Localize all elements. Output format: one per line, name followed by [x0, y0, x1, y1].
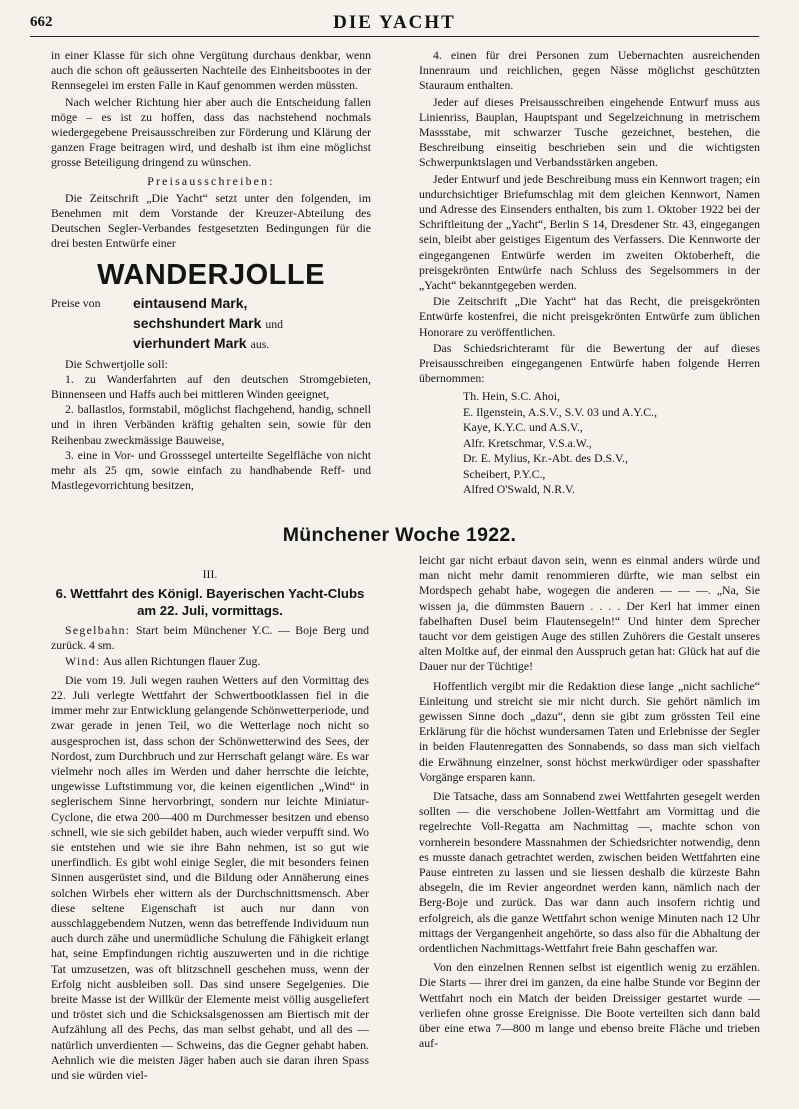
wind-label: Wind: [65, 653, 101, 668]
judge-item: Alfred O'Swald, N.R.V. [463, 481, 576, 496]
paragraph: Die Zeitschrift „Die Yacht“ setzt unter den folgenden, im Benehmen mit dem Vorstande der Kreuzer-Abteilung des Deutschen Segler-Verbandes festgesetzten Bedingungen für die drei besten Entwürfe einer [51, 190, 371, 251]
paragraph: Die Tatsache, dass am Sonnabend zwei Wettfahrten gesegelt werden sollten — die verschobene Jollen-Wettfahrt am Vormittag und die regelrechte Voll-Regatta am Nachmittag —, machte schon von vornherein besondere Massnahmen der Schiedsrichter notwendig, denn es musste danach getrachtet werden, zwischen beiden Wettfahrten eine Pause eintreten zu lassen und sie liessen deshalb die kürzeste Bahn absegeln, die im Revier angeordnet werden kann, nämlich nach der Berg-Boje und zurück. Das war dann auch insofern richtig und erfolgreich, als die ganze Wettfahrt schon wenige Minuten nach 12 Uhr mittags der Vergangenheit angehörte, so dass also für die Abhaltung der ordentlichen Nachmittags-Wettfahrt freie Bahn geschaffen war. [419, 789, 760, 956]
requirement-item: 4. einen für drei Personen zum Uebernachten ausreichenden Innenraum und reichlichen, gegen Nässe möglichst geschützten Stauraum enthalten. [419, 48, 760, 93]
judge-item: E. Ilgenstein, A.S.V., S.V. 03 und A.Y.C., [463, 404, 658, 419]
prize-list [133, 294, 371, 354]
race-title-line: 6. Wettfahrt des Königl. Bayerischen Yacht-Clubs [55, 586, 365, 602]
judge-item: Alfr. Kretschmar, V.S.a.W., [463, 435, 592, 450]
race-title [51, 586, 369, 619]
requirements-intro: Die Schwertjolle soll: [65, 356, 168, 371]
course-label: Segelbahn: [65, 623, 131, 638]
paragraph: Von den einzelnen Rennen selbst ist eigentlich wenig zu erzählen. Die Starts — ihrer drei im ganzen, da eine halbe Stunde vor Beginn der Wettfahrt noch ein Match der beiden Dreissiger gestartet wurde — verliefen ohne grosse Ereignisse. Die Boote verteilten sich dann bald über eine etwa 7—800 m lange und ebenso breite Fläche und trieben auf- [419, 960, 760, 1051]
page-number: 662 [30, 14, 53, 30]
right-column [419, 48, 760, 497]
section-title: Münchener Woche 1922. [282, 524, 517, 546]
prize-item [133, 294, 371, 314]
paragraph: Hoffentlich vergibt mir die Redaktion diese lange „nicht sachliche“ Einleitung und streicht sie mir nicht durch. Sie gehört nämlich im gewissen Sinne doch „dazu“, denn sie gibt zum grössten Teil eine Erklärung für die höchst wundersamen Taten und Erlebnisse der Segler in beiden Flautenregatten des Sonnabends, so dass man sich vielfach die Erwähnung einzelner, sonst höchst merkwürdiger oder spasshafter Vorgänge ersparen kann. [419, 678, 760, 784]
prize-item [133, 334, 371, 354]
judge-item: Th. Hein, S.C. Ahoi, [463, 389, 561, 404]
judge-item: Dr. E. Mylius, Kr.-Abt. des D.S.V., [463, 451, 628, 466]
running-title: DIE YACHT [333, 12, 456, 33]
paragraph: Das Schiedsrichteramt für die Bewertung der auf dieses Preisausschreiben eingegangenen Entwürfe haben folgende Herren übernommen: [419, 340, 760, 386]
lower-left-column [51, 567, 369, 1083]
paragraph: Die vom 19. Juli wegen rauhen Wetters auf den Vormittag des 22. Juli verlegte Wettfahrt der Schwertbootklassen fiel in die immer mehr zur Entwicklung gelangende Schönwetterperiode, und zwar gerade in jenen Teil, wo die Wetterlage noch nicht so ausgesprochen ist, dass schon der Schönwetterwind des Sees, der Nordost, zum Durchbruch und zur Herrschaft gelangt wäre. Es war vielmehr noch alles im Werden und daher herrschte die leichte, ungewisse Luftstimmung vor, die keinen eigentlichen „Wind“ in seglerischem Sinne hervorbringt, sondern nur leichte Miniatur-Cyclone, die etwa 200—400 m Durchmesser besitzen und ebenso schnell, wie sie sich gebildet haben, auch wieder verpufft sind. Wo sie entstehen und wie sie ihre Bahn nehmen, ist so gut wie unerfindlich. Es gibt wohl einige Segler, die mit besonders feinen Sinnen ausgerüstet sind, und die Bildung oder Annäherung eines solchen Wirbels eher wittern als der Durchschnittsmensch. Aber diese seltene Eigenschaft ist auch nur dann von ausschlaggebendem Nutzen, wenn das betreffende Individuum nun auch durch zähe und unermüdliche Schulung die Fähigkeit erlangt hat, seine Empfindungen richtig auszuwerten und in die richtige Tat umzusetzen, was oft blitzschnell geschehen muss, wenn der Erfolg nicht ausbleiben soll. Das sind unsere Segelgenies. Die breite Masse ist der Willkür der Elemente meist völlig ausgeliefert und tröstet sich und die Schicksalsgenossen am Biertisch mit der Aufzählung all des Pechs, das man selbst gehabt, und all des — natürlich unverdienten — Schweins, das die Gegner gehabt haben. Aehnlich wie die meisten Jäger haben auch sie daran ihren Spass und sie würden viel- [51, 672, 369, 1083]
page-header [30, 12, 759, 34]
prize-block [51, 294, 371, 354]
boat-title: WANDERJOLLE [97, 258, 325, 291]
header-rule [30, 36, 759, 37]
section-heading: Preisausschreiben: [147, 173, 275, 188]
paragraph: leicht gar nicht erbaut davon sein, wenn es einmal anders würde und man nicht mehr damit renommieren dürfte, wie man selbst ein Mordspech gehabt habe, wogegen die anderen — — —. „Na, Sie wissen ja, die dümmsten Bauern . . . . Der Kerl hat immer einen fabelhaften Dusel beim Flautensegeln!“ Und hinter dem Sprecher taucht vor dem geistigen Auge des stillen Zuhörers die Gestalt unseres alten Moltke auf, der einmal den Ausspruch getan hat: Glück hat auf die Dauer nur der Tüchtige! [419, 553, 760, 674]
paragraph: Nach welcher Richtung hier aber auch die Entscheidung fallen möge – es ist zu hoffen, dass das nachstehend nochmals wiedergegebene Preisausschreiben zur Förderung und Klärung der ganzen Frage beitragen wird, und deshalb ist ihm eine möglichst grosse Beteiligung dringend zu wünschen. [51, 94, 371, 170]
prize-text: sechshundert Mark [133, 314, 262, 331]
prize-suffix: und [265, 316, 284, 331]
section-number: III. [202, 567, 218, 581]
requirement-item: 2. ballastlos, formstabil, möglichst flachgehend, handig, schnell und in ihren Verbänden kräftig gehalten sein, sowie für den Reihenbau zweckmässige Bauweise, [51, 402, 371, 447]
requirement-item: 1. zu Wanderfahrten auf den deutschen Stromgebieten, Binnenseen und Haffs auch bei mittleren Winden geeignet, [51, 371, 371, 402]
judges-list [463, 389, 760, 497]
wind-line [51, 654, 369, 669]
prize-item [133, 314, 371, 334]
race-title-line: am 22. Juli, vormittags. [137, 602, 283, 618]
wind-text: Aus allen Richtungen flauer Zug. [102, 653, 261, 668]
prize-label: Preise von [51, 295, 101, 310]
prize-suffix: aus. [250, 336, 270, 351]
prize-text: vierhundert Mark [133, 334, 247, 351]
lower-right-column [419, 553, 760, 1052]
paragraph: Die Zeitschrift „Die Yacht“ hat das Recht, die preisgekrönten Entwürfe kostenfrei, die nicht preisgekrönten Entwürfe zum üblichen Honorare zu veröffentlichen. [419, 294, 760, 339]
course-line [51, 623, 369, 653]
judge-item: Kaye, K.Y.C. und A.S.V., [463, 420, 583, 435]
paragraph: Jeder auf dieses Preisausschreiben eingehende Entwurf muss aus Linienriss, Bauplan, Hauptspant und Segelzeichnung in metrischem Massstabe, mit schwarzer Tusche gezeichnet, bestehen, die Beschreibung einseitig beschrieben sein und die wichtigsten Schwerpunktslagen und Verbandsstärken angeben. [419, 94, 760, 170]
requirement-item: 3. eine in Vor- und Grosssegel unterteilte Segelfläche von nicht mehr als 25 qm, sowie einfach zu handhabende Reff- und Mastlegevorrichtung besitzen, [51, 447, 371, 493]
course-text: Start beim Münchener Y.C. — Boje Berg und zurück. 4 sm. [51, 623, 369, 653]
judge-item: Scheibert, P.Y.C., [463, 466, 546, 481]
intro-paragraph: in einer Klasse für sich ohne Vergütung durchaus denkbar, wenn auch die schon oft geäusserten Nachteile des Einheitsbootes in der Rennsegelei im ersten Falle in Kauf genommen werden müssten. [51, 48, 371, 93]
paragraph: Jeder Entwurf und jede Beschreibung muss ein Kennwort tragen; ein undurchsichtiger Briefumschlag mit dem gleichen Kennwort, Namen und Adresse des Einsenders enthalten, bis zum 1. Oktober 1922 bei der Schriftleitung der „Yacht“, Berlin S 14, Dresdener Str. 43, eingegangen sein, bleibt aber geistiges Eigentum des Verfassers. Die Kennworte der eingegangenen Entwürfe werden im zweiten Oktoberheft, die preisgekrönten Entwürfe nach Schluss des Segelsommers in der „Yacht“ bekanntgegeben werden. [419, 171, 760, 293]
prize-text: eintausend Mark, [133, 294, 248, 311]
left-column [51, 48, 371, 493]
